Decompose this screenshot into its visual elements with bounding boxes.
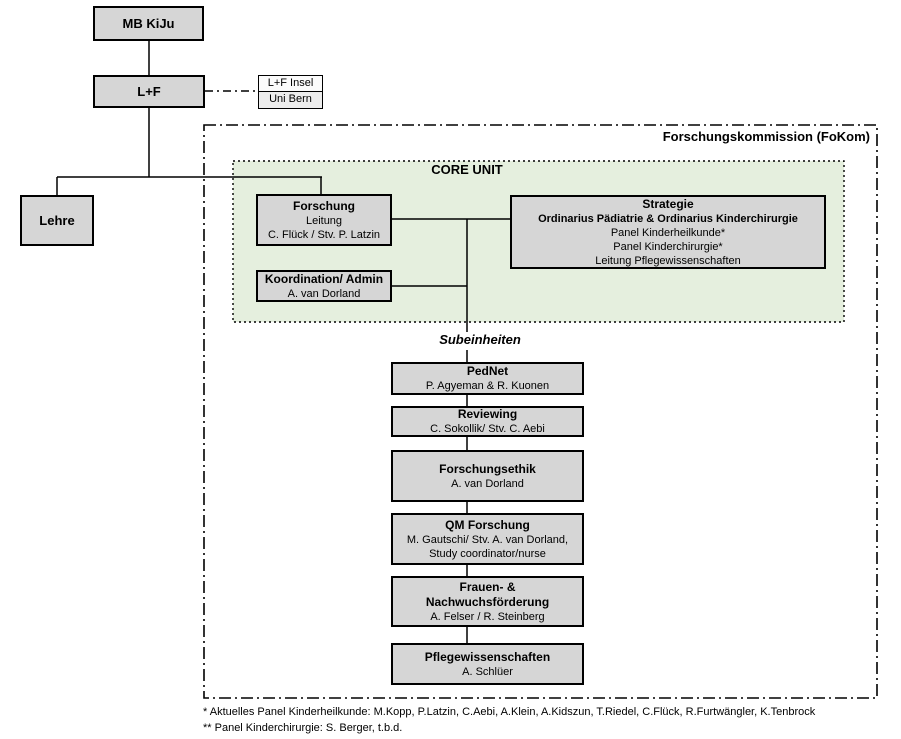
node-strategie: [510, 195, 826, 269]
node-title: QM Forschung: [445, 517, 530, 532]
node-qm-forschung: [391, 513, 584, 565]
lf-insel-row: L+F Insel: [259, 76, 322, 92]
node-title: Pflegewissenschaften: [424, 649, 551, 664]
node-people: P. Agyeman & R. Kuonen: [425, 380, 550, 392]
node-title: Lehre: [39, 212, 75, 228]
core-unit-label: CORE UNIT: [431, 162, 503, 177]
node-people: Study coordinator/nurse: [429, 547, 546, 560]
node-title: Forschung: [293, 198, 355, 213]
node-people: A. van Dorland: [287, 287, 361, 300]
node-forschung: [256, 194, 392, 246]
footnote-panel-kinderchirurgie: ** Panel Kinderchirurgie: S. Berger, t.b.d.: [203, 722, 403, 734]
node-subtitle: Ordinarius Pädiatrie & Ordinarius Kinderchirurgie: [538, 212, 798, 225]
node-people: C. Flück / Stv. P. Latzin: [267, 228, 381, 241]
node-title: Reviewing: [457, 407, 518, 421]
node-people: A. Felser / R. Steinberg: [430, 610, 545, 623]
node-lf-insel-uni-bern: [258, 75, 323, 109]
node-people: A. Schlüer: [462, 665, 513, 678]
node-reviewing: [391, 406, 584, 437]
subunits-label: Subeinheiten: [400, 332, 560, 350]
node-line: Panel Kinderheilkunde*: [610, 226, 726, 239]
node-frauen-nachwuchsfoerderung: [391, 576, 584, 627]
node-title: PedNet: [466, 364, 509, 378]
node-title: L+F: [137, 83, 161, 99]
node-people: M. Gautschi/ Stv. A. van Dorland,: [406, 533, 569, 546]
node-people: A. van Dorland: [451, 477, 524, 490]
node-title: Forschungsethik: [439, 461, 536, 476]
node-koordination-admin: [256, 270, 392, 302]
node-title: Koordination/ Admin: [264, 271, 384, 286]
node-people: C. Sokollik/ Stv. C. Aebi: [430, 423, 545, 435]
fokom-title: Forschungskommission (FoKom): [662, 129, 870, 144]
node-lehre: [20, 195, 94, 246]
node-subtitle: Leitung: [305, 214, 343, 227]
node-line: Panel Kinderchirurgie*: [613, 240, 723, 253]
node-mb-kiju: [93, 6, 204, 41]
uni-bern-row: Uni Bern: [259, 92, 322, 108]
node-forschungsethik: [391, 450, 584, 502]
node-title: Strategie: [642, 196, 694, 211]
node-line: Leitung Pflegewissenschaften: [595, 254, 741, 267]
node-lf: [93, 75, 205, 108]
node-title: MB KiJu: [122, 15, 175, 31]
footnote-panel-kinderheilkunde: * Aktuelles Panel Kinderheilkunde: M.Kopp, P.Latzin, C.Aebi, A.Klein, A.Kidszun, T.Riedel, C.Flück, R.Furtwängler, K.Tenbrock: [203, 706, 816, 718]
node-pflegewissenschaften: [391, 643, 584, 685]
node-pednet: [391, 362, 584, 395]
node-title: Frauen- & Nachwuchsförderung: [425, 579, 550, 609]
